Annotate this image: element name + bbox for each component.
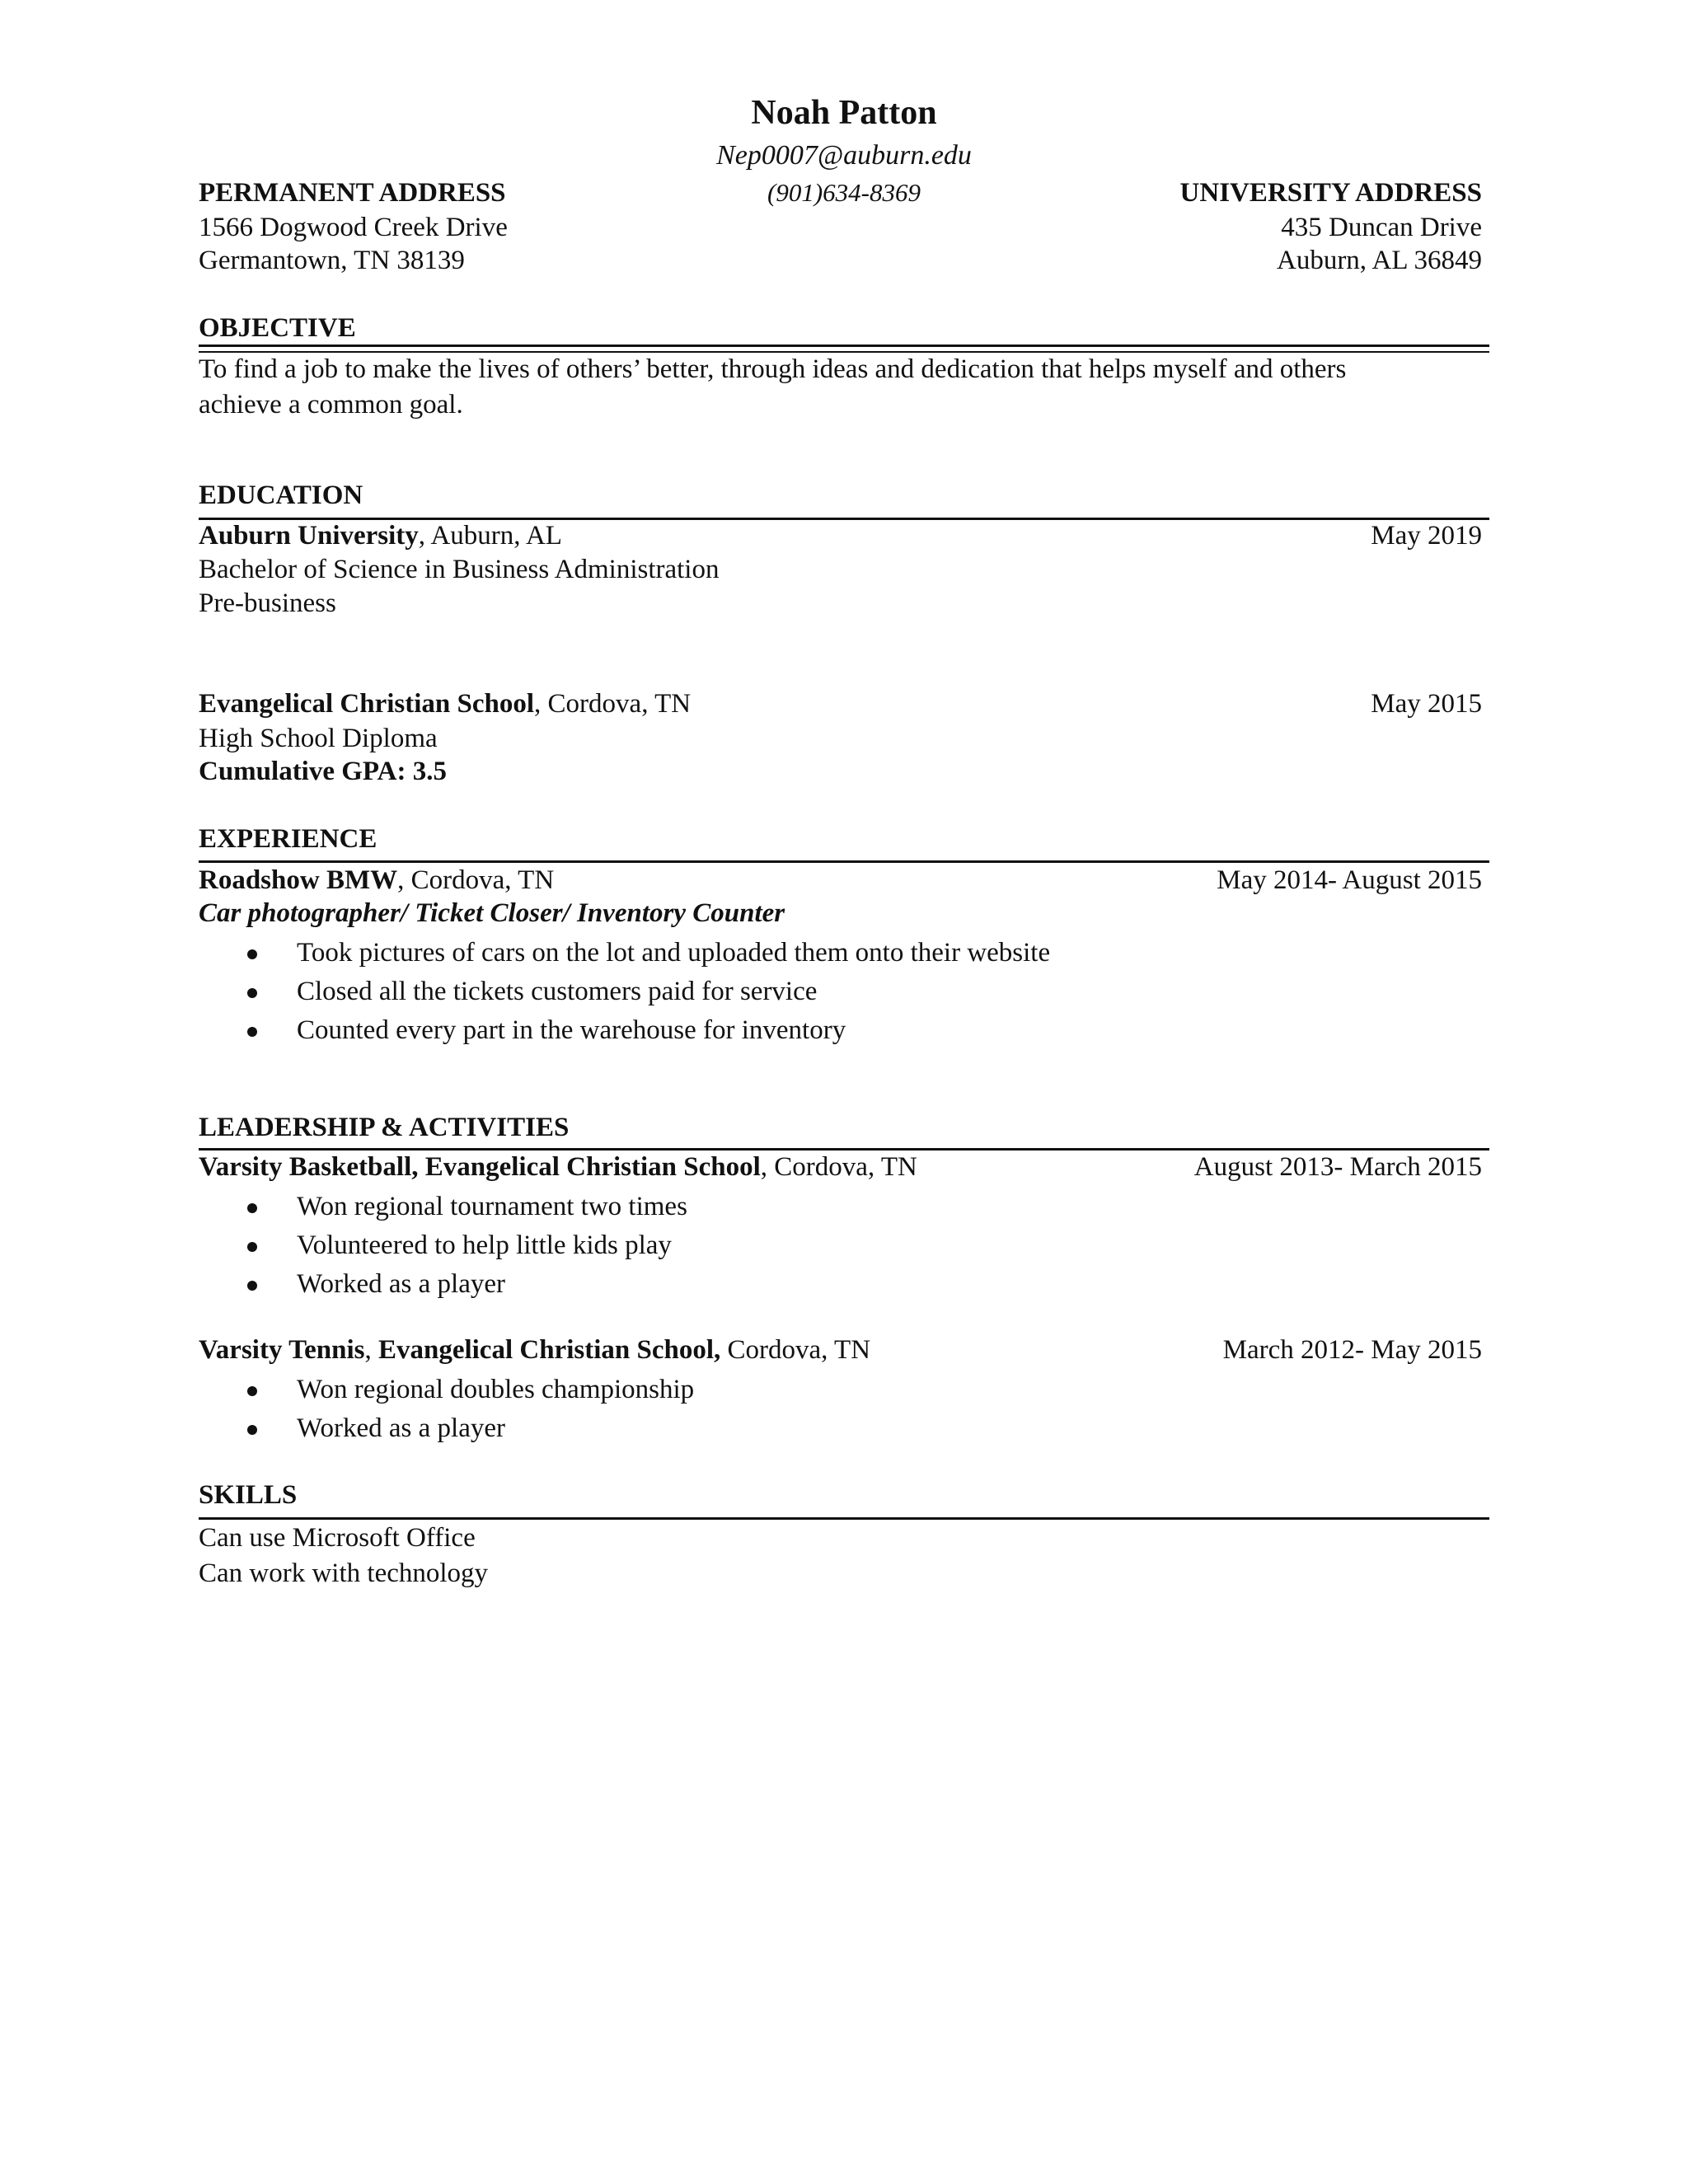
bullet-icon — [247, 988, 257, 998]
bullet-icon — [247, 949, 257, 959]
education-gpa: Cumulative GPA: 3.5 — [199, 757, 447, 786]
bullet-icon — [247, 1203, 257, 1213]
permanent-address-line2: Germantown, TN 38139 — [199, 246, 465, 275]
experience-date: May 2014- August 2015 — [1217, 865, 1482, 895]
education-entry-2-header — [199, 691, 691, 718]
leadership-heading: LEADERSHIP & ACTIVITIES — [199, 1113, 570, 1142]
university-address-line1: 435 Duncan Drive — [1281, 213, 1482, 242]
university-address-label: UNIVERSITY ADDRESS — [1179, 178, 1482, 208]
education-rule — [199, 518, 1489, 520]
phone: (901)634-8369 — [767, 178, 921, 207]
education-school-1: Auburn University — [199, 521, 419, 551]
leadership-1-bullet-3: Worked as a player — [297, 1269, 505, 1299]
leadership-1-bullet-2: Volunteered to help little kids play — [297, 1230, 672, 1260]
education-location-2: , Cordova, TN — [534, 689, 692, 719]
leadership-2-bullet-2: Worked as a player — [297, 1413, 505, 1443]
skill-item-2: Can work with technology — [199, 1558, 489, 1588]
leadership-title-2a: Varsity Tennis — [199, 1335, 365, 1365]
bullet-icon — [247, 1281, 257, 1291]
education-date-1: May 2019 — [1371, 521, 1482, 551]
leadership-title-2b: Evangelical Christian School, — [377, 1335, 721, 1365]
experience-bullet-1: Took pictures of cars on the lot and uploaded them onto their website — [297, 938, 1051, 968]
objective-heading: OBJECTIVE — [199, 313, 356, 343]
permanent-address-line1: 1566 Dogwood Creek Drive — [199, 213, 508, 242]
education-note-1: Pre-business — [199, 588, 336, 618]
experience-header — [199, 867, 554, 894]
bullet-icon — [247, 1242, 257, 1252]
bullet-icon — [247, 1027, 257, 1037]
objective-rule-top — [199, 344, 1489, 347]
leadership-location-1: , Cordova, TN — [760, 1152, 917, 1182]
education-degree-1: Bachelor of Science in Business Administration — [199, 555, 720, 584]
education-date-2: May 2015 — [1371, 689, 1482, 719]
experience-heading: EXPERIENCE — [199, 824, 377, 854]
experience-bullet-3: Counted every part in the warehouse for inventory — [297, 1015, 846, 1045]
education-heading: EDUCATION — [199, 480, 363, 510]
experience-title: Car photographer/ Ticket Closer/ Inventory Counter — [199, 898, 785, 928]
leadership-date-2: March 2012- May 2015 — [1222, 1335, 1482, 1365]
leadership-sep-2: , — [364, 1335, 378, 1365]
leadership-date-1: August 2013- March 2015 — [1193, 1152, 1482, 1182]
university-address-line2: Auburn, AL 36849 — [1276, 246, 1482, 275]
candidate-name: Noah Patton — [751, 94, 937, 132]
experience-bullet-2: Closed all the tickets customers paid for service — [297, 977, 818, 1006]
leadership-title-1: Varsity Basketball, Evangelical Christian School — [199, 1152, 761, 1182]
experience-company: Roadshow BMW — [199, 865, 398, 895]
bullet-icon — [247, 1425, 257, 1435]
leadership-1-bullet-1: Won regional tournament two times — [297, 1192, 687, 1221]
permanent-address-label: PERMANENT ADDRESS — [199, 178, 506, 208]
objective-line2: achieve a common goal. — [199, 390, 463, 419]
education-school-2: Evangelical Christian School — [199, 689, 535, 719]
objective-line1: To find a job to make the lives of others’ better, through ideas and dedication that helps myself and others — [199, 354, 1347, 384]
objective-rule-bottom — [199, 351, 1489, 353]
leadership-entry-1-header — [199, 1154, 917, 1181]
leadership-rule — [199, 1148, 1489, 1151]
leadership-entry-2-header — [199, 1337, 870, 1364]
skill-item-1: Can use Microsoft Office — [199, 1523, 476, 1553]
leadership-location-2: Cordova, TN — [720, 1335, 871, 1365]
email: Nep0007@auburn.edu — [716, 140, 972, 171]
education-entry-1-header — [199, 523, 562, 550]
education-location-1: , Auburn, AL — [418, 521, 562, 551]
education-degree-2: High School Diploma — [199, 724, 438, 753]
experience-rule — [199, 860, 1489, 863]
leadership-2-bullet-1: Won regional doubles championship — [297, 1375, 695, 1404]
bullet-icon — [247, 1386, 257, 1396]
skills-rule — [199, 1517, 1489, 1520]
skills-heading: SKILLS — [199, 1480, 298, 1510]
experience-location: , Cordova, TN — [397, 865, 555, 895]
